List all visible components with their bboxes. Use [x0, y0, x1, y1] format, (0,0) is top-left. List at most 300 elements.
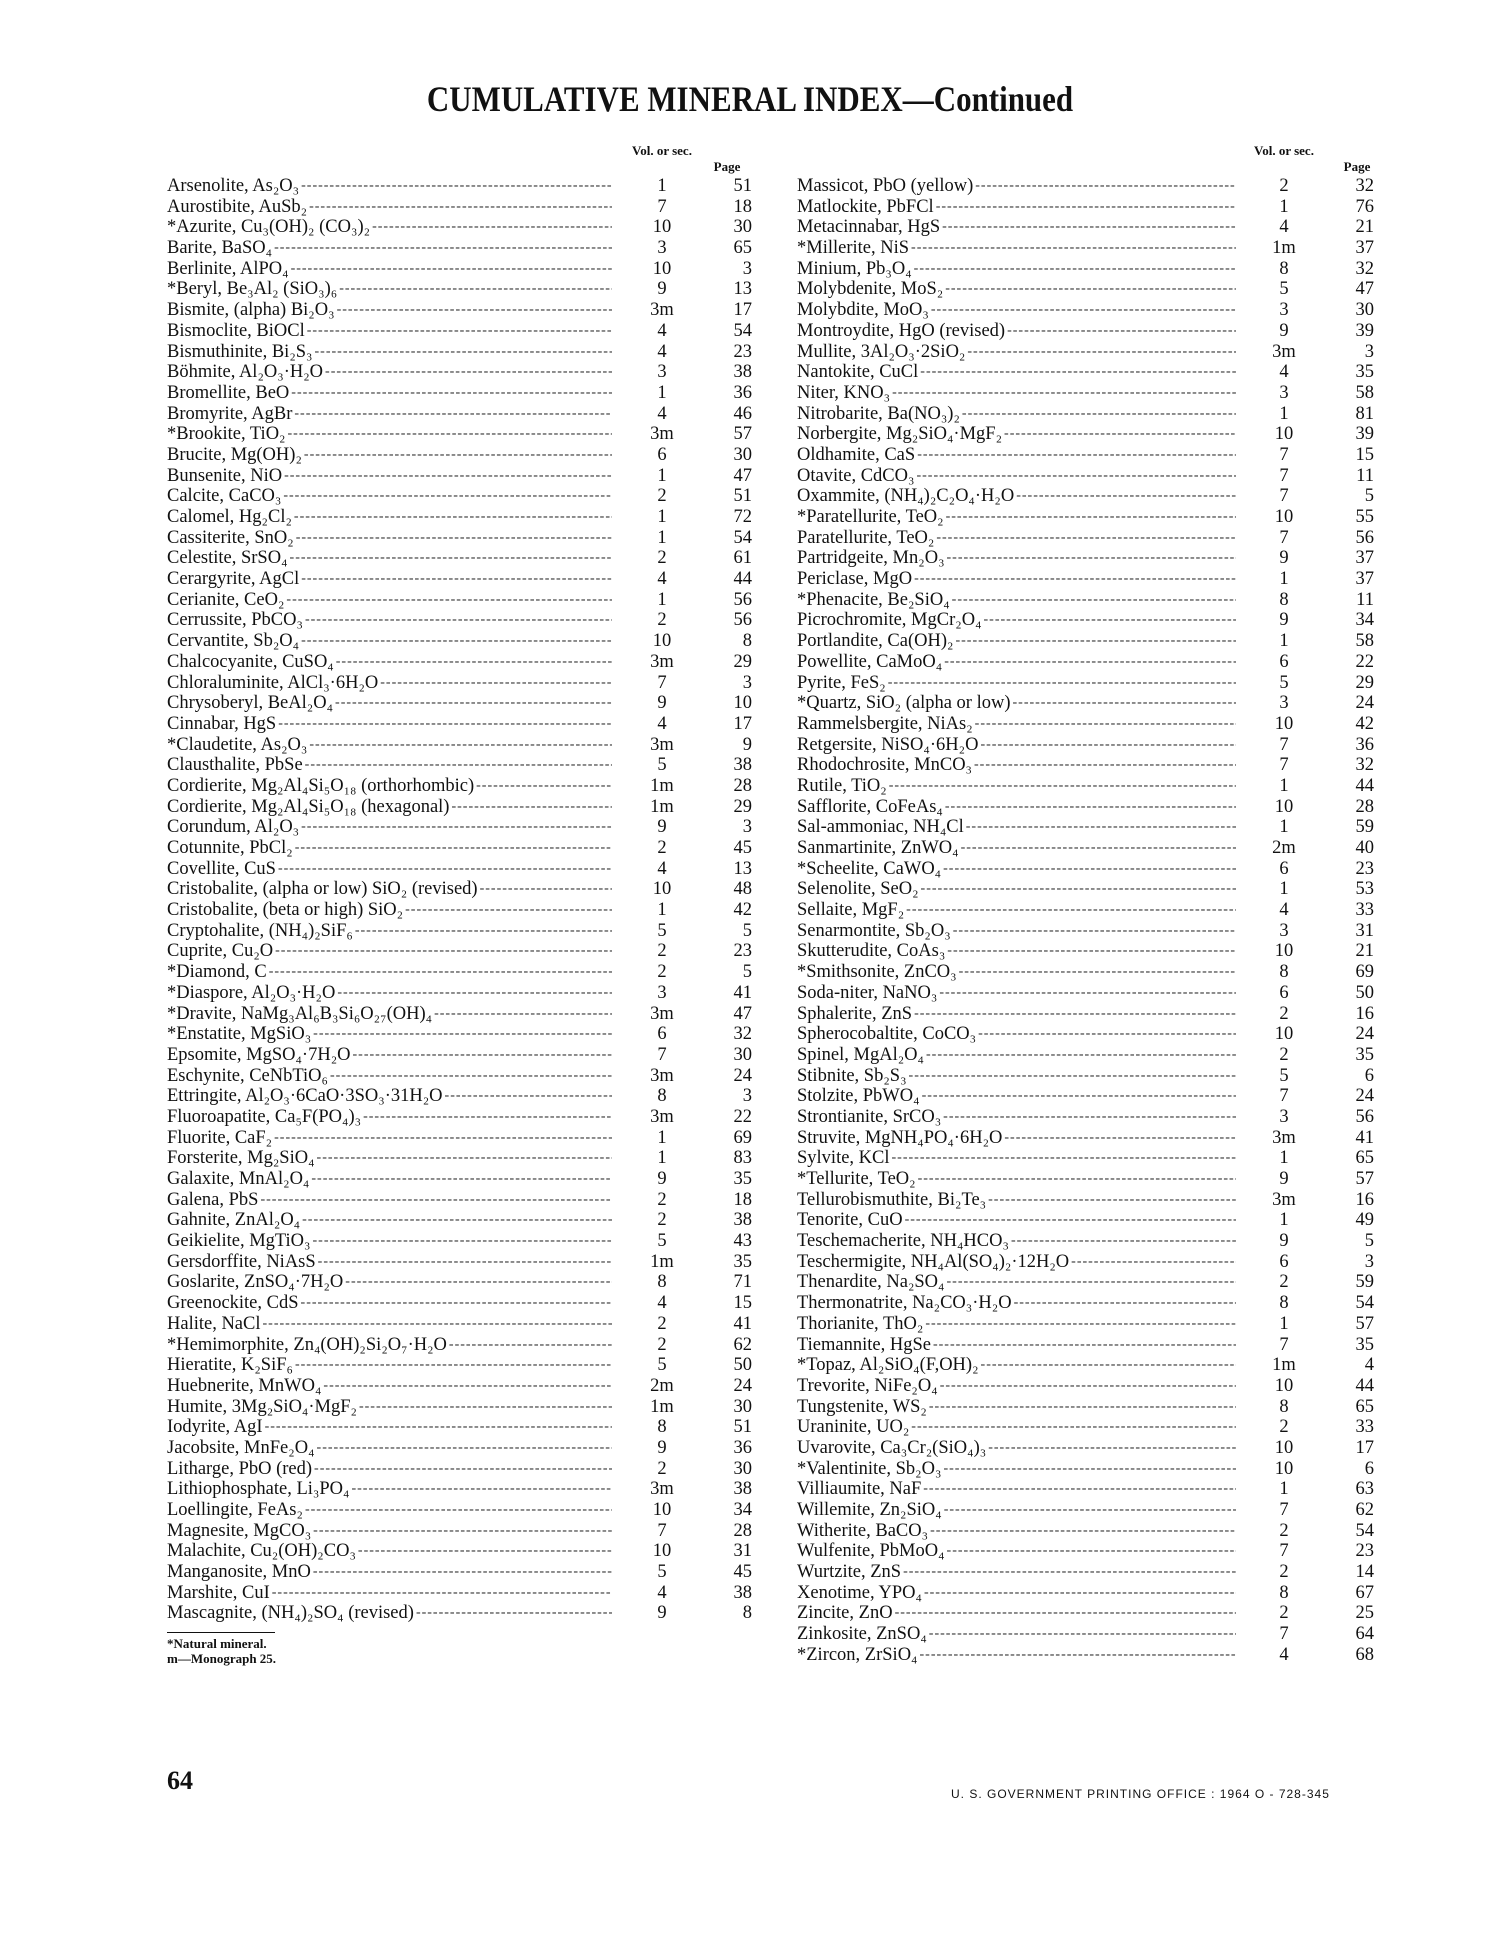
mineral-name: Bromyrite, AgBr [167, 403, 293, 424]
mineral-name: *Azurite, Cu₃(OH)₂ (CO₃)₂ [167, 217, 371, 238]
leader-dots [945, 797, 1236, 818]
entry-name-area [797, 1355, 1239, 1376]
entry-name-area [797, 735, 1239, 756]
page-reference: 24 [1355, 1086, 1374, 1107]
mineral-name: Willemite, Zn₂SiO₄ [797, 1500, 942, 1520]
entry-name-area [167, 631, 615, 652]
mineral-name: *Topaz, Al₂SiO₄(F,OH)₂ [797, 1355, 979, 1376]
mineral-name: Cryptohalite, (NH₄)₂SiF₆ [167, 920, 353, 941]
volume-number: 9 [1279, 320, 1289, 341]
mineral-name: *Quartz, SiO₂ (alpha or low) [797, 693, 1011, 714]
leader-dots [943, 859, 1236, 880]
volume-number: 8 [657, 1086, 667, 1107]
mineral-name: Rammelsbergite, NiAs₂ [797, 713, 973, 734]
entry-name-area [797, 1521, 1239, 1542]
mineral-name: Calomel, Hg₂Cl₂ [167, 507, 292, 527]
volume-number: 8 [1279, 589, 1289, 610]
index-entry [797, 197, 1384, 218]
volume-number: 4 [657, 713, 667, 734]
volume-number: 9 [657, 817, 667, 838]
leader-dots [1016, 486, 1236, 507]
volume-number: 7 [1279, 444, 1289, 465]
leader-dots [313, 1024, 612, 1045]
volume-number: 9 [657, 1169, 667, 1189]
volume-number: 10 [1274, 796, 1294, 817]
volume-number: 10 [1274, 1024, 1294, 1045]
index-entry [797, 1210, 1384, 1231]
mineral-name: Chloraluminite, AlCl₃·6H₂O [167, 672, 379, 693]
volume-number: 2 [657, 548, 667, 569]
index-entry [797, 1024, 1384, 1045]
index-entry [167, 1541, 762, 1562]
volume-number: 1 [657, 465, 667, 486]
volume-number: 2 [1279, 1272, 1289, 1293]
entry-name-area [797, 1148, 1239, 1169]
entry-name-area [797, 321, 1239, 342]
mineral-name: Stibnite, Sb₂S₃ [797, 1065, 907, 1086]
index-entry [797, 528, 1384, 549]
page-reference: 3 [1364, 341, 1374, 362]
mineral-name: Cordierite, Mg₂Al₄Si₅O₁₈ (orthorhombic) [167, 775, 475, 796]
index-entry [167, 569, 762, 590]
mineral-name: Cristobalite, (beta or high) SiO₂ [167, 900, 404, 921]
page-reference: 38 [733, 755, 752, 776]
page-reference: 11 [1356, 589, 1374, 610]
mineral-name: Cordierite, Mg₂Al₄Si₅O₁₈ (hexagonal) [167, 796, 450, 817]
index-entry [797, 1107, 1384, 1128]
index-entry [167, 1562, 762, 1583]
volume-number: 1 [657, 527, 667, 548]
page-reference: 51 [733, 486, 752, 507]
mineral-name: Witherite, BaCO₃ [797, 1520, 929, 1541]
page-reference: 40 [1355, 838, 1374, 858]
mineral-name: Strontianite, SrCO₃ [797, 1106, 942, 1127]
volume-number: 7 [1279, 755, 1289, 776]
entry-name-area [167, 300, 615, 321]
leader-dots [974, 755, 1236, 776]
index-entry [797, 1583, 1384, 1604]
entry-name-area [167, 1417, 615, 1438]
mineral-name: Calcite, CaCO₃ [167, 486, 282, 507]
index-entry [797, 1541, 1384, 1562]
leader-dots [924, 1583, 1236, 1604]
leader-dots [278, 714, 612, 735]
volume-number: 3 [657, 982, 667, 1003]
page-reference: 25 [1355, 1603, 1374, 1624]
index-entry [797, 652, 1384, 673]
entry-name-area [167, 1004, 615, 1025]
mineral-name: Cassiterite, SnO₂ [167, 527, 294, 548]
mineral-name: *Zircon, ZrSiO₄ [797, 1644, 918, 1665]
index-entry [167, 1479, 762, 1500]
leader-dots [305, 610, 612, 631]
entry-name-area [167, 507, 615, 528]
index-entry [167, 1231, 762, 1252]
index-entry [797, 631, 1384, 652]
entry-name-area [167, 1272, 615, 1293]
entry-name-area [797, 1107, 1239, 1128]
leader-dots [278, 859, 612, 880]
index-entry [167, 1107, 762, 1128]
index-entry [167, 445, 762, 466]
page-reference: 17 [733, 713, 752, 734]
mineral-name: Senarmontite, Sb₂O₃ [797, 920, 951, 941]
mineral-name: Retgersite, NiSO₄·6H₂O [797, 734, 979, 755]
mineral-name: Galaxite, MnAl₂O₄ [167, 1169, 310, 1189]
mineral-name: Thermonatrite, Na₂CO₃·H₂O [797, 1293, 1012, 1314]
entry-name-area [797, 1624, 1239, 1645]
entry-name-area [797, 1272, 1239, 1293]
leader-dots [911, 238, 1236, 259]
index-entry [167, 838, 762, 859]
index-entry [797, 1624, 1384, 1645]
footnotes [167, 1632, 367, 1666]
page-reference: 65 [1355, 1148, 1374, 1169]
volume-number: 6 [1279, 982, 1289, 1003]
index-entry [797, 1355, 1384, 1376]
leader-dots [302, 1210, 612, 1231]
leader-dots [921, 879, 1236, 900]
page-reference: 41 [733, 982, 752, 1003]
index-entry [797, 548, 1384, 569]
entry-name-area [167, 1148, 615, 1169]
entry-name-area [797, 900, 1239, 921]
mineral-name: Nantokite, CuCl [797, 362, 919, 383]
leader-dots [947, 548, 1236, 569]
page-reference: 30 [733, 1044, 752, 1065]
index-entry [167, 1397, 762, 1418]
mineral-name: Matlockite, PbFCl [797, 196, 934, 217]
leader-dots [988, 1438, 1236, 1459]
mineral-name: Cotunnite, PbCl₂ [167, 838, 293, 858]
volume-number: 8 [657, 1272, 667, 1293]
leader-dots [313, 1521, 612, 1542]
index-entry [167, 1521, 762, 1542]
volume-number: 1 [1279, 631, 1289, 652]
page-reference: 36 [1355, 734, 1374, 755]
page-reference: 45 [733, 838, 752, 858]
entry-name-area [167, 1128, 615, 1149]
leader-dots [274, 1128, 612, 1149]
page-reference: 57 [733, 424, 752, 445]
volume-number: 7 [657, 1520, 667, 1541]
mineral-name: *Enstatite, MgSiO₃ [167, 1024, 312, 1045]
mineral-name: Huebnerite, MnWO₄ [167, 1375, 322, 1396]
mineral-name: *Diamond, C [167, 962, 267, 983]
index-entry [167, 1583, 762, 1604]
index-entry [797, 879, 1384, 900]
mineral-name: *Beryl, Be₃Al₂ (SiO₃)₆ [167, 279, 338, 300]
leader-dots [325, 362, 612, 383]
footnote-rule [167, 1632, 275, 1633]
page-header: Page [1343, 159, 1371, 174]
leader-dots [307, 321, 612, 342]
volume-number: 5 [1279, 279, 1289, 300]
index-entry [167, 1024, 762, 1045]
leader-dots [914, 1004, 1236, 1025]
page-reference: 81 [1355, 403, 1374, 424]
volume-number: 5 [657, 1355, 667, 1376]
entry-name-area [167, 1210, 615, 1231]
leader-dots [944, 652, 1236, 673]
volume-number: 4 [1279, 362, 1289, 383]
volume-number: 7 [1279, 486, 1289, 507]
page-reference: 56 [1355, 527, 1374, 548]
mineral-name: Humite, 3Mg₂SiO₄·MgF₂ [167, 1396, 357, 1417]
index-entry [167, 238, 762, 259]
volume-number: 3m [1272, 341, 1296, 362]
page-reference: 32 [1355, 176, 1374, 196]
entry-name-area [167, 321, 615, 342]
volume-number: 8 [1279, 1396, 1289, 1417]
leader-dots [301, 569, 612, 590]
index-entry [167, 383, 762, 404]
mineral-name: Clausthalite, PbSe [167, 755, 303, 776]
page-reference: 30 [733, 217, 752, 238]
leader-dots [1071, 1252, 1236, 1273]
volume-number: 2m [1272, 838, 1296, 858]
mineral-name: Aurostibite, AuSb₂ [167, 196, 308, 217]
volume-number: 10 [652, 879, 672, 900]
mineral-name: *Claudetite, As₂O₃ [167, 734, 308, 755]
leader-dots [337, 300, 612, 321]
mineral-name: *Hemimorphite, Zn₄(OH)₂Si₂O₇·H₂O [167, 1334, 447, 1355]
leader-dots [947, 1541, 1236, 1562]
volume-number: 3 [1279, 693, 1289, 714]
page-reference: 54 [733, 320, 752, 341]
index-entry [167, 941, 762, 962]
mineral-name: Cervantite, Sb₂O₄ [167, 631, 300, 652]
entry-name-area [167, 755, 615, 776]
leader-dots [920, 1645, 1236, 1666]
index-entry [167, 921, 762, 942]
mineral-name: Paratellurite, TeO₂ [797, 527, 935, 548]
mineral-name: Goslarite, ZnSO₄·7H₂O [167, 1272, 344, 1293]
page-reference: 62 [733, 1334, 752, 1355]
page-reference: 29 [1355, 672, 1374, 693]
entry-name-area [167, 383, 615, 404]
volume-number: 3 [657, 238, 667, 259]
index-entry [797, 466, 1384, 487]
entry-name-area [167, 217, 615, 238]
volume-number: 9 [657, 1603, 667, 1624]
entry-name-area [167, 797, 615, 818]
entry-name-area [797, 1459, 1239, 1480]
mineral-name: Metacinnabar, HgS [797, 217, 941, 238]
entry-name-area [167, 776, 615, 797]
volume-number: 9 [657, 279, 667, 300]
leader-dots [1011, 1231, 1236, 1252]
entry-name-area [167, 838, 615, 859]
page-reference: 69 [1355, 962, 1374, 983]
vol-header: Vol. or sec. [632, 143, 692, 158]
volume-number: 3m [1272, 1189, 1296, 1210]
index-entry [167, 983, 762, 1004]
entry-name-area [797, 1128, 1239, 1149]
page-reference: 44 [1355, 1375, 1374, 1396]
leader-dots [283, 486, 612, 507]
volume-number: 1 [1279, 879, 1289, 900]
entry-name-area [797, 797, 1239, 818]
page-reference: 32 [1355, 755, 1374, 776]
entry-name-area [167, 1066, 615, 1087]
page-reference: 32 [733, 1024, 752, 1045]
index-entry [797, 404, 1384, 425]
entry-name-area [797, 1541, 1239, 1562]
mineral-name: Böhmite, Al₂O₃·H₂O [167, 362, 324, 383]
leader-dots [953, 921, 1236, 942]
leader-dots [309, 197, 612, 218]
entry-name-area [797, 631, 1239, 652]
leader-dots [296, 528, 612, 549]
entry-name-area [167, 238, 615, 259]
volume-number: 1m [1272, 238, 1296, 259]
entry-name-area [797, 1417, 1239, 1438]
entry-name-area [797, 1397, 1239, 1418]
index-entry [797, 1500, 1384, 1521]
entry-name-area [797, 921, 1239, 942]
volume-number: 3 [657, 362, 667, 383]
entry-name-area [797, 1045, 1239, 1066]
entry-name-area [167, 921, 615, 942]
mineral-name: Manganosite, MnO [167, 1562, 311, 1583]
page-reference: 23 [1355, 858, 1374, 879]
entry-name-area [167, 1231, 615, 1252]
page-reference: 6 [1364, 1458, 1374, 1479]
mineral-name: *Millerite, NiS [797, 238, 910, 259]
index-entry [797, 921, 1384, 942]
leader-dots [906, 900, 1236, 921]
mineral-name: Spinel, MgAl₂O₄ [797, 1044, 924, 1065]
page-reference: 17 [1355, 1437, 1374, 1458]
mineral-name: Safflorite, CoFeAs₄ [797, 796, 943, 817]
index-entry [797, 714, 1384, 735]
leader-dots [311, 1169, 612, 1190]
volume-number: 10 [1274, 507, 1294, 527]
leader-dots [929, 1624, 1236, 1645]
leader-dots [918, 1169, 1236, 1190]
mineral-name: Minium, Pb₃O₄ [797, 258, 912, 279]
page-reference: 30 [733, 1458, 752, 1479]
volume-number: 3 [1279, 382, 1289, 403]
entry-list [797, 176, 1384, 1666]
volume-number: 8 [1279, 962, 1289, 983]
mineral-name: Stolzite, PbWO₄ [797, 1086, 920, 1107]
page-reference: 13 [733, 858, 752, 879]
page-reference: 44 [1355, 775, 1374, 796]
leader-dots [301, 817, 612, 838]
entry-name-area [797, 404, 1239, 425]
mineral-name: *Diaspore, Al₂O₃·H₂O [167, 982, 336, 1003]
mineral-name: *Phenacite, Be₂SiO₄ [797, 589, 950, 610]
mineral-name: Gahnite, ZnAl₂O₄ [167, 1210, 301, 1231]
leader-dots [313, 1562, 612, 1583]
entry-name-area [797, 176, 1239, 197]
page-reference: 64 [1355, 1624, 1374, 1645]
page-reference: 22 [1355, 651, 1374, 672]
volume-number: 6 [1279, 1251, 1289, 1272]
index-entry [797, 673, 1384, 694]
leader-dots [291, 383, 612, 404]
mineral-name: Cerianite, CeO₂ [167, 589, 285, 610]
page-reference: 50 [733, 1355, 752, 1376]
page-reference: 10 [733, 693, 752, 714]
page-reference: 36 [733, 382, 752, 403]
mineral-name: Berlinite, AlPO₄ [167, 258, 289, 279]
page-reference: 3 [742, 258, 752, 279]
index-entry [797, 1479, 1384, 1500]
index-entry [167, 404, 762, 425]
volume-number: 10 [652, 1500, 672, 1520]
volume-number: 8 [1279, 1293, 1289, 1314]
page-reference: 36 [733, 1437, 752, 1458]
entry-name-area [167, 1583, 615, 1604]
leader-dots [943, 1459, 1236, 1480]
mineral-name: Hieratite, K₂SiF₆ [167, 1355, 293, 1376]
page-reference: 56 [1355, 1106, 1374, 1127]
page-reference: 42 [1355, 713, 1374, 734]
page-reference: 59 [1355, 1272, 1374, 1293]
entry-name-area [797, 466, 1239, 487]
mineral-name: Fluorite, CaF₂ [167, 1127, 273, 1148]
mineral-name: Struvite, MgNH₄PO₄·6H₂O [797, 1127, 1003, 1148]
index-entry [167, 631, 762, 652]
index-entry [167, 321, 762, 342]
leader-dots [451, 797, 612, 818]
entry-name-area [797, 1066, 1239, 1087]
leader-dots [967, 342, 1236, 363]
mineral-name: Chrysoberyl, BeAl₂O₄ [167, 693, 334, 714]
entry-name-area [167, 486, 615, 507]
mineral-name: Thorianite, ThO₂ [797, 1313, 924, 1334]
leader-dots [355, 921, 612, 942]
entry-name-area [167, 279, 615, 300]
index-entry [797, 817, 1384, 838]
leader-dots [286, 590, 612, 611]
index-entry [797, 1376, 1384, 1397]
page-reference: 15 [1355, 444, 1374, 465]
mineral-name: Tungstenite, WS₂ [797, 1396, 927, 1417]
volume-number: 6 [1279, 858, 1289, 879]
mineral-name: *Dravite, NaMg₃Al₆B₃Si₆O₂₇(OH)₄ [167, 1003, 433, 1024]
page-reference: 3 [742, 817, 752, 838]
entry-name-area [167, 673, 615, 694]
index-entry [167, 1148, 762, 1169]
index-entry [797, 259, 1384, 280]
volume-number: 5 [657, 920, 667, 941]
mineral-name: *Tellurite, TeO₂ [797, 1169, 916, 1189]
leader-dots [305, 1500, 612, 1521]
index-entry [167, 1045, 762, 1066]
leader-dots [936, 528, 1236, 549]
leader-dots [372, 217, 612, 238]
index-entry [167, 342, 762, 363]
index-entry [167, 776, 762, 797]
page-reference: 58 [1355, 631, 1374, 652]
volume-number: 1m [1272, 1355, 1296, 1376]
leader-dots [936, 197, 1236, 218]
volume-number: 10 [1274, 713, 1294, 734]
index-entry [797, 1066, 1384, 1087]
entry-name-area [167, 528, 615, 549]
index-entry [797, 983, 1384, 1004]
leader-dots [920, 362, 1236, 383]
entry-name-area [167, 1500, 615, 1521]
volume-number: 2 [657, 486, 667, 507]
page-reference: 38 [733, 1210, 752, 1231]
mineral-name: Arsenolite, As₂O₃ [167, 176, 300, 196]
mineral-name: Pyrite, FeS₂ [797, 672, 886, 693]
